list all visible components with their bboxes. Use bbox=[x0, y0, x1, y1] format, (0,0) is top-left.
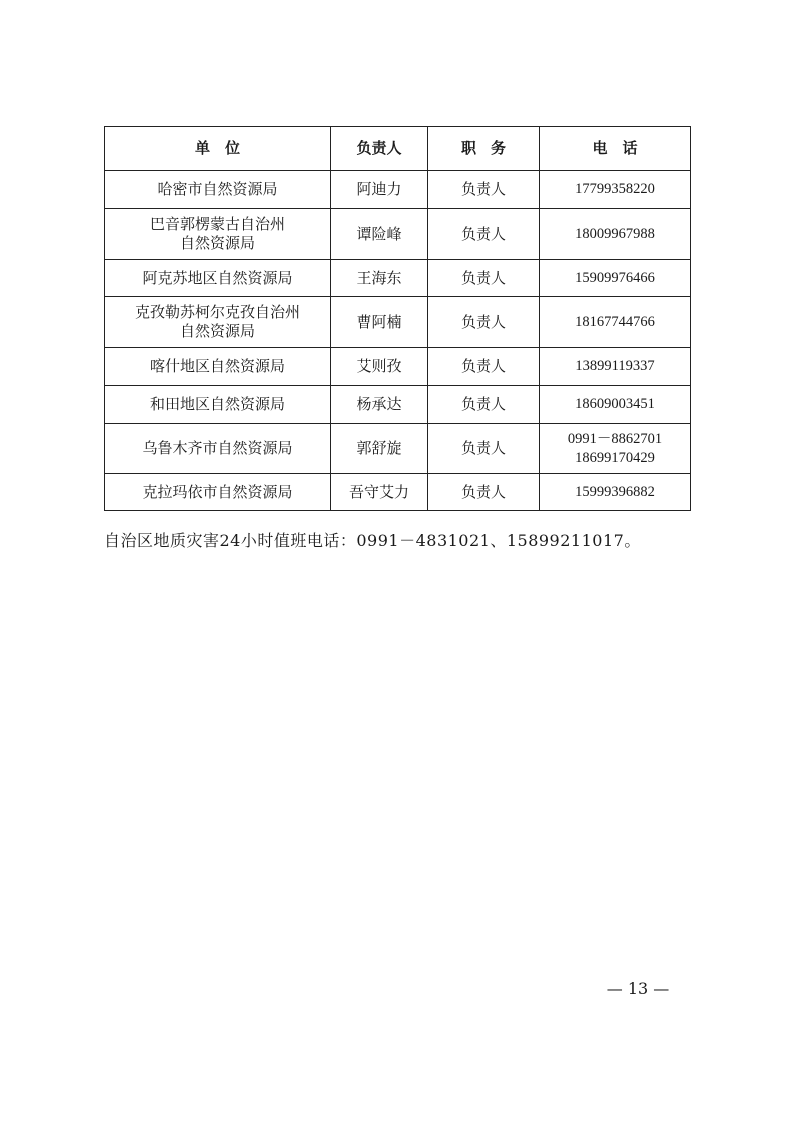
cell-position: 负责人 bbox=[428, 474, 540, 511]
cell-unit bbox=[105, 474, 331, 511]
table-row bbox=[105, 171, 691, 209]
unit-line: 喀什地区自然资源局 bbox=[149, 357, 285, 375]
phone-number: 15999396882 bbox=[575, 483, 655, 500]
cell-position: 负责人 bbox=[428, 348, 540, 386]
cell-person: 艾则孜 bbox=[331, 348, 428, 386]
page-number: — 13 — bbox=[606, 979, 670, 998]
cell-phone bbox=[540, 474, 691, 511]
table-row bbox=[105, 424, 691, 474]
cell-person: 王海东 bbox=[331, 260, 428, 297]
header-position: 职 务 bbox=[428, 127, 540, 171]
unit-line: 克拉玛依市自然资源局 bbox=[142, 482, 293, 501]
cell-person: 郭舒旋 bbox=[331, 424, 428, 474]
unit-line: 阿克苏地区自然资源局 bbox=[142, 268, 293, 287]
table-row bbox=[105, 386, 691, 424]
cell-person: 阿迪力 bbox=[331, 171, 428, 209]
cell-person: 杨承达 bbox=[331, 386, 428, 424]
cell-position: 负责人 bbox=[428, 260, 540, 297]
unit-line: 巴音郭楞蒙古自治州 bbox=[149, 215, 285, 233]
unit-line: 哈密市自然资源局 bbox=[157, 180, 278, 198]
unit-line: 克孜勒苏柯尔克孜自治州 bbox=[134, 303, 300, 321]
table-body bbox=[105, 171, 691, 511]
phone-number: 17799358220 bbox=[575, 181, 655, 197]
cell-unit bbox=[105, 260, 331, 297]
header-unit: 单 位 bbox=[105, 127, 331, 171]
cell-position: 负责人 bbox=[428, 424, 540, 474]
cell-position: 负责人 bbox=[428, 209, 540, 260]
cell-position: 负责人 bbox=[428, 386, 540, 424]
phone-number: 18009967988 bbox=[575, 225, 655, 242]
phone-number: 0991－8862701 bbox=[567, 430, 663, 447]
contact-table bbox=[104, 126, 691, 511]
header-person: 负责人 bbox=[331, 127, 428, 171]
cell-phone bbox=[540, 424, 691, 474]
table-row bbox=[105, 297, 691, 348]
unit-line: 自然资源局 bbox=[179, 234, 255, 252]
cell-phone bbox=[540, 348, 691, 386]
cell-phone bbox=[540, 260, 691, 297]
cell-phone bbox=[540, 297, 691, 348]
table-row bbox=[105, 474, 691, 511]
cell-person: 谭险峰 bbox=[331, 209, 428, 260]
table-row bbox=[105, 260, 691, 297]
cell-unit bbox=[105, 209, 331, 260]
duty-hotline-note: 自治区地质灾害24小时值班电话：0991－4831021、15899211017。 bbox=[104, 531, 641, 550]
cell-unit bbox=[105, 297, 331, 348]
phone-number: 13899119337 bbox=[575, 358, 655, 374]
cell-unit bbox=[105, 386, 331, 424]
cell-unit bbox=[105, 171, 331, 209]
phone-number: 18167744766 bbox=[575, 313, 655, 330]
phone-number: 18699170429 bbox=[575, 449, 655, 466]
cell-unit bbox=[105, 424, 331, 474]
unit-line: 和田地区自然资源局 bbox=[149, 395, 285, 413]
unit-line: 乌鲁木齐市自然资源局 bbox=[142, 439, 293, 457]
cell-phone bbox=[540, 209, 691, 260]
cell-phone bbox=[540, 171, 691, 209]
phone-number: 15909976466 bbox=[575, 269, 655, 286]
unit-line: 自然资源局 bbox=[179, 322, 255, 340]
cell-unit bbox=[105, 348, 331, 386]
cell-person: 吾守艾力 bbox=[331, 474, 428, 511]
table-header-row bbox=[105, 127, 691, 171]
table-row bbox=[105, 209, 691, 260]
cell-position: 负责人 bbox=[428, 171, 540, 209]
cell-position: 负责人 bbox=[428, 297, 540, 348]
cell-phone bbox=[540, 386, 691, 424]
header-phone: 电 话 bbox=[540, 127, 691, 171]
cell-person: 曹阿楠 bbox=[331, 297, 428, 348]
table-row bbox=[105, 348, 691, 386]
phone-number: 18609003451 bbox=[575, 396, 655, 412]
